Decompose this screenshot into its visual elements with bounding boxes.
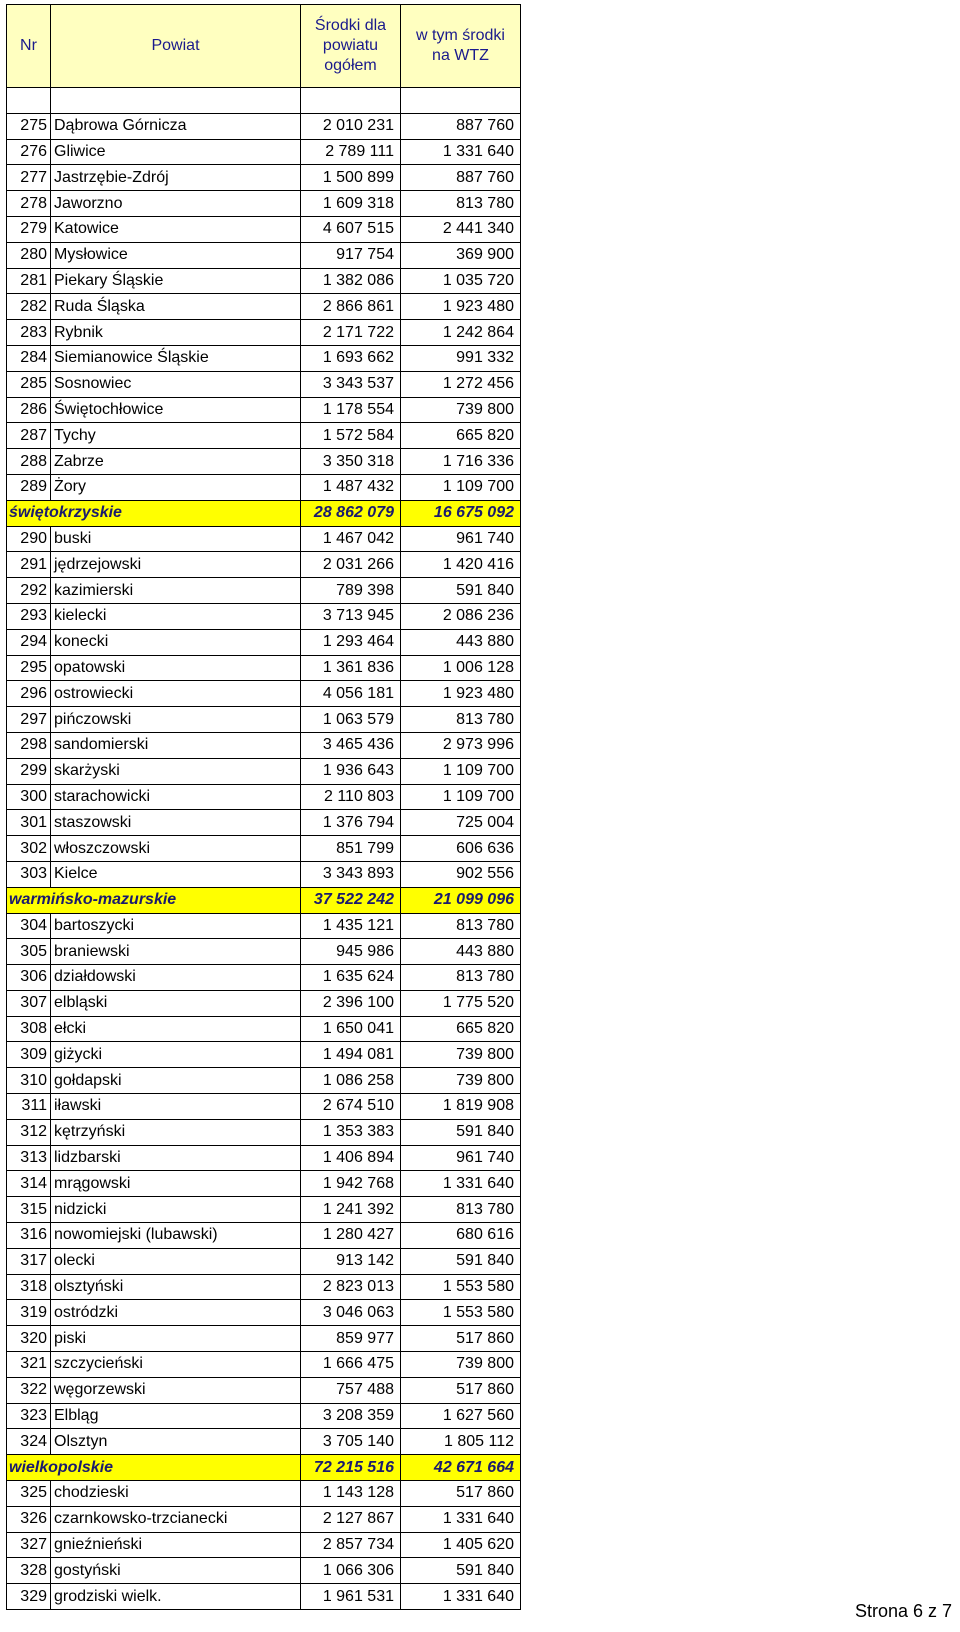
srodki-wtz-value: 665 820 [401,1016,521,1042]
row-number: 325 [7,1481,51,1507]
srodki-wtz-value: 591 840 [401,1119,521,1145]
table-row [7,1042,521,1068]
row-number: 314 [7,1171,51,1197]
srodki-wtz-value: 739 800 [401,1352,521,1378]
srodki-wtz-value: 2 973 996 [401,732,521,758]
srodki-wtz-value: 813 780 [401,965,521,991]
srodki-wtz-value: 665 820 [401,423,521,449]
srodki-wtz-value: 591 840 [401,1248,521,1274]
powiat-name: Mysłowice [51,242,301,268]
srodki-wtz-value: 961 740 [401,1145,521,1171]
srodki-ogolem-value: 1 500 899 [301,165,401,191]
table-row [7,1223,521,1249]
table-row [7,965,521,991]
powiat-name: gostyński [51,1558,301,1584]
powiat-name: elbląski [51,990,301,1016]
table-row [7,1558,521,1584]
srodki-ogolem-value: 851 799 [301,836,401,862]
powiat-name: działdowski [51,965,301,991]
srodki-wtz-value: 1 627 560 [401,1403,521,1429]
srodki-ogolem-value: 2 789 111 [301,139,401,165]
row-number: 296 [7,681,51,707]
table-row [7,1506,521,1532]
powiat-name: nowomiejski (lubawski) [51,1223,301,1249]
table-row [7,758,521,784]
row-number: 304 [7,913,51,939]
srodki-ogolem-value: 2 110 803 [301,784,401,810]
table-row [7,1429,521,1455]
table-row [7,320,521,346]
srodki-ogolem-value: 2 823 013 [301,1274,401,1300]
table-row [7,345,521,371]
powiat-name: Elbląg [51,1403,301,1429]
row-number: 328 [7,1558,51,1584]
srodki-wtz-value: 2 086 236 [401,603,521,629]
srodki-wtz-value: 1 405 620 [401,1532,521,1558]
row-number: 317 [7,1248,51,1274]
srodki-ogolem-value: 1 435 121 [301,913,401,939]
table-row [7,268,521,294]
powiat-name: Żory [51,474,301,500]
srodki-ogolem-value: 859 977 [301,1326,401,1352]
srodki-ogolem-value: 1 086 258 [301,1068,401,1094]
row-number: 300 [7,784,51,810]
srodki-ogolem-value: 2 866 861 [301,294,401,320]
powiat-name: bartoszycki [51,913,301,939]
row-number: 312 [7,1119,51,1145]
budget-table-sheet [6,4,520,1610]
srodki-ogolem-value: 1 936 643 [301,758,401,784]
table-row [7,1326,521,1352]
srodki-wtz-value: 443 880 [401,939,521,965]
srodki-ogolem-value: 1 143 128 [301,1481,401,1507]
srodki-ogolem-value: 1 666 475 [301,1352,401,1378]
powiat-name: kętrzyński [51,1119,301,1145]
powiat-name: ostrowiecki [51,681,301,707]
powiat-name: Dąbrowa Górnicza [51,113,301,139]
powiat-name: lidzbarski [51,1145,301,1171]
table-row [7,784,521,810]
table-row [7,578,521,604]
table-row [7,165,521,191]
srodki-wtz-value: 1 716 336 [401,449,521,475]
powiat-name: węgorzewski [51,1377,301,1403]
srodki-ogolem-value: 4 607 515 [301,216,401,242]
table-row [7,655,521,681]
row-number: 307 [7,990,51,1016]
srodki-wtz-value: 887 760 [401,113,521,139]
powiat-name: gołdapski [51,1068,301,1094]
row-number: 301 [7,810,51,836]
row-number: 311 [7,1094,51,1120]
srodki-wtz-value: 1 819 908 [401,1094,521,1120]
srodki-ogolem-value: 2 171 722 [301,320,401,346]
srodki-wtz-value: 902 556 [401,861,521,887]
table-row [7,1248,521,1274]
row-number: 279 [7,216,51,242]
srodki-ogolem-value: 1 635 624 [301,965,401,991]
region-name: wielkopolskie [7,1455,301,1481]
srodki-wtz-value: 1 331 640 [401,1584,521,1610]
srodki-ogolem-value: 917 754 [301,242,401,268]
srodki-wtz-value: 813 780 [401,191,521,217]
table-row [7,913,521,939]
row-number: 306 [7,965,51,991]
row-number: 290 [7,526,51,552]
srodki-ogolem-value: 3 343 537 [301,371,401,397]
powiat-name: Tychy [51,423,301,449]
table-row [7,707,521,733]
srodki-ogolem-value: 3 208 359 [301,1403,401,1429]
table-row [7,1532,521,1558]
powiat-name: włoszczowski [51,836,301,862]
powiat-name: starachowicki [51,784,301,810]
table-row [7,216,521,242]
powiat-name: konecki [51,629,301,655]
srodki-wtz-value: 1 775 520 [401,990,521,1016]
powiat-name: Katowice [51,216,301,242]
srodki-wtz-value: 1 006 128 [401,655,521,681]
row-number: 321 [7,1352,51,1378]
powiat-name: grodziski wielk. [51,1584,301,1610]
row-number: 302 [7,836,51,862]
table-row [7,1584,521,1610]
table-row [7,603,521,629]
powiat-name: Sosnowiec [51,371,301,397]
powiat-name: chodzieski [51,1481,301,1507]
powiat-name: Piekary Śląskie [51,268,301,294]
row-number: 284 [7,345,51,371]
srodki-wtz-value: 1 272 456 [401,371,521,397]
header-nr: Nr [7,5,51,88]
powiat-name: skarżyski [51,758,301,784]
row-number: 295 [7,655,51,681]
header-srodki-ogolem: Środki dla powiatu ogółem [301,5,401,88]
row-number: 287 [7,423,51,449]
srodki-wtz-value: 1 553 580 [401,1274,521,1300]
srodki-ogolem-value: 1 361 836 [301,655,401,681]
powiat-name: staszowski [51,810,301,836]
srodki-ogolem-value: 3 350 318 [301,449,401,475]
srodki-ogolem-value: 1 280 427 [301,1223,401,1249]
table-row [7,861,521,887]
row-number: 313 [7,1145,51,1171]
powiat-name: gnieźnieński [51,1532,301,1558]
row-number: 278 [7,191,51,217]
row-number: 310 [7,1068,51,1094]
powiat-name: ostródzki [51,1300,301,1326]
powiat-name: Gliwice [51,139,301,165]
srodki-wtz-value: 1 553 580 [401,1300,521,1326]
srodki-ogolem-value: 1 609 318 [301,191,401,217]
srodki-ogolem-value: 945 986 [301,939,401,965]
srodki-ogolem-value: 1 942 768 [301,1171,401,1197]
table-row [7,113,521,139]
table-row [7,242,521,268]
srodki-wtz-value: 369 900 [401,242,521,268]
table-row [7,449,521,475]
powiat-name: szczycieński [51,1352,301,1378]
table-row [7,836,521,862]
srodki-wtz-value: 813 780 [401,913,521,939]
srodki-wtz-value: 1 109 700 [401,784,521,810]
srodki-wtz-value: 21 099 096 [401,887,521,913]
srodki-wtz-value: 813 780 [401,1197,521,1223]
srodki-ogolem-value: 37 522 242 [301,887,401,913]
srodki-ogolem-value: 1 693 662 [301,345,401,371]
srodki-ogolem-value: 1 487 432 [301,474,401,500]
srodki-ogolem-value: 1 961 531 [301,1584,401,1610]
srodki-ogolem-value: 4 056 181 [301,681,401,707]
table-row [7,1119,521,1145]
powiat-name: Jastrzębie-Zdrój [51,165,301,191]
srodki-wtz-value: 517 860 [401,1377,521,1403]
srodki-ogolem-value: 1 063 579 [301,707,401,733]
row-number: 308 [7,1016,51,1042]
row-number: 329 [7,1584,51,1610]
powiat-name: piski [51,1326,301,1352]
srodki-wtz-value: 591 840 [401,578,521,604]
header-powiat: Powiat [51,5,301,88]
row-number: 323 [7,1403,51,1429]
row-number: 322 [7,1377,51,1403]
powiat-name: kazimierski [51,578,301,604]
table-row [7,681,521,707]
srodki-ogolem-value: 2 674 510 [301,1094,401,1120]
srodki-ogolem-value: 1 382 086 [301,268,401,294]
table-body [7,88,521,1610]
srodki-wtz-value: 1 805 112 [401,1429,521,1455]
row-number: 315 [7,1197,51,1223]
srodki-ogolem-value: 3 343 893 [301,861,401,887]
row-number: 291 [7,552,51,578]
region-name: świętokrzyskie [7,500,301,526]
powiat-name: Ruda Śląska [51,294,301,320]
srodki-ogolem-value: 3 465 436 [301,732,401,758]
table-row [7,732,521,758]
srodki-wtz-value: 991 332 [401,345,521,371]
powiat-name: czarnkowsko-trzcianecki [51,1506,301,1532]
row-number: 318 [7,1274,51,1300]
row-number: 324 [7,1429,51,1455]
row-number: 305 [7,939,51,965]
row-number: 275 [7,113,51,139]
table-row [7,629,521,655]
powiat-name: olecki [51,1248,301,1274]
row-number: 309 [7,1042,51,1068]
srodki-ogolem-value: 2 127 867 [301,1506,401,1532]
srodki-wtz-value: 1 331 640 [401,139,521,165]
powiat-name: mrągowski [51,1171,301,1197]
row-number: 319 [7,1300,51,1326]
row-number: 297 [7,707,51,733]
powiat-name: Zabrze [51,449,301,475]
table-row [7,939,521,965]
srodki-ogolem-value: 2 010 231 [301,113,401,139]
srodki-ogolem-value: 3 046 063 [301,1300,401,1326]
srodki-ogolem-value: 1 650 041 [301,1016,401,1042]
srodki-wtz-value: 961 740 [401,526,521,552]
srodki-wtz-value: 1 109 700 [401,474,521,500]
powiat-name: ełcki [51,1016,301,1042]
table-row [7,1352,521,1378]
region-name: warmińsko-mazurskie [7,887,301,913]
srodki-wtz-value: 887 760 [401,165,521,191]
powiat-name: buski [51,526,301,552]
powiat-name: Siemianowice Śląskie [51,345,301,371]
srodki-ogolem-value: 72 215 516 [301,1455,401,1481]
table-row [7,1197,521,1223]
srodki-ogolem-value: 1 572 584 [301,423,401,449]
table-row [7,139,521,165]
row-number: 285 [7,371,51,397]
srodki-ogolem-value: 1 376 794 [301,810,401,836]
srodki-ogolem-value: 913 142 [301,1248,401,1274]
powiat-name: Jaworzno [51,191,301,217]
header-srodki-wtz: w tym środki na WTZ [401,5,521,88]
srodki-ogolem-value: 1 241 392 [301,1197,401,1223]
table-row [7,1377,521,1403]
srodki-ogolem-value: 3 705 140 [301,1429,401,1455]
srodki-ogolem-value: 1 353 383 [301,1119,401,1145]
powiat-name: Rybnik [51,320,301,346]
srodki-ogolem-value: 3 713 945 [301,603,401,629]
table-row [7,1274,521,1300]
row-number: 280 [7,242,51,268]
table-row [7,1068,521,1094]
row-number: 281 [7,268,51,294]
row-number: 326 [7,1506,51,1532]
region-summary-row [7,1455,521,1481]
srodki-wtz-value: 813 780 [401,707,521,733]
row-number: 293 [7,603,51,629]
srodki-wtz-value: 1 331 640 [401,1506,521,1532]
powiat-name: nidzicki [51,1197,301,1223]
table-row [7,552,521,578]
row-number: 298 [7,732,51,758]
srodki-wtz-value: 2 441 340 [401,216,521,242]
powiat-name: braniewski [51,939,301,965]
table-row [7,526,521,552]
powiat-name: Olsztyn [51,1429,301,1455]
srodki-wtz-value: 1 109 700 [401,758,521,784]
row-number: 283 [7,320,51,346]
srodki-wtz-value: 443 880 [401,629,521,655]
srodki-ogolem-value: 1 293 464 [301,629,401,655]
row-number: 303 [7,861,51,887]
row-number: 282 [7,294,51,320]
table-header-row [7,5,521,88]
srodki-wtz-value: 739 800 [401,397,521,423]
row-number: 316 [7,1223,51,1249]
srodki-wtz-value: 16 675 092 [401,500,521,526]
table-row [7,990,521,1016]
srodki-wtz-value: 591 840 [401,1558,521,1584]
srodki-wtz-value: 1 923 480 [401,681,521,707]
table-row [7,191,521,217]
table-row [7,397,521,423]
srodki-ogolem-value: 2 396 100 [301,990,401,1016]
spacer-row [7,88,521,114]
srodki-ogolem-value: 1 467 042 [301,526,401,552]
row-number: 294 [7,629,51,655]
powiat-name: opatowski [51,655,301,681]
table-row [7,371,521,397]
table-row [7,1094,521,1120]
row-number: 289 [7,474,51,500]
row-number: 276 [7,139,51,165]
srodki-ogolem-value: 1 494 081 [301,1042,401,1068]
srodki-wtz-value: 1 923 480 [401,294,521,320]
table-row [7,294,521,320]
table-row [7,474,521,500]
row-number: 288 [7,449,51,475]
srodki-wtz-value: 1 242 864 [401,320,521,346]
powiat-name: sandomierski [51,732,301,758]
region-summary-row [7,500,521,526]
srodki-ogolem-value: 1 178 554 [301,397,401,423]
row-number: 320 [7,1326,51,1352]
powiat-name: pińczowski [51,707,301,733]
table-row [7,1481,521,1507]
row-number: 299 [7,758,51,784]
powiat-name: jędrzejowski [51,552,301,578]
powiat-name: Świętochłowice [51,397,301,423]
row-number: 286 [7,397,51,423]
srodki-wtz-value: 606 636 [401,836,521,862]
srodki-wtz-value: 517 860 [401,1481,521,1507]
row-number: 277 [7,165,51,191]
table-row [7,1300,521,1326]
row-number: 292 [7,578,51,604]
table-row [7,1145,521,1171]
table-row [7,1403,521,1429]
region-summary-row [7,887,521,913]
srodki-wtz-value: 1 331 640 [401,1171,521,1197]
table-row [7,1016,521,1042]
srodki-ogolem-value: 2 857 734 [301,1532,401,1558]
srodki-wtz-value: 680 616 [401,1223,521,1249]
powiat-name: giżycki [51,1042,301,1068]
page-number: Strona 6 z 7 [854,1601,952,1621]
srodki-ogolem-value: 28 862 079 [301,500,401,526]
srodki-wtz-value: 739 800 [401,1068,521,1094]
srodki-ogolem-value: 1 406 894 [301,1145,401,1171]
srodki-wtz-value: 1 035 720 [401,268,521,294]
srodki-wtz-value: 1 420 416 [401,552,521,578]
srodki-wtz-value: 42 671 664 [401,1455,521,1481]
table-row [7,423,521,449]
table-row [7,1171,521,1197]
table-row [7,810,521,836]
powiat-name: Kielce [51,861,301,887]
powiat-name: olsztyński [51,1274,301,1300]
srodki-wtz-value: 739 800 [401,1042,521,1068]
srodki-ogolem-value: 757 488 [301,1377,401,1403]
srodki-ogolem-value: 789 398 [301,578,401,604]
budget-table [6,4,521,1610]
powiat-name: iławski [51,1094,301,1120]
srodki-wtz-value: 725 004 [401,810,521,836]
row-number: 327 [7,1532,51,1558]
srodki-ogolem-value: 2 031 266 [301,552,401,578]
powiat-name: kielecki [51,603,301,629]
srodki-wtz-value: 517 860 [401,1326,521,1352]
srodki-ogolem-value: 1 066 306 [301,1558,401,1584]
